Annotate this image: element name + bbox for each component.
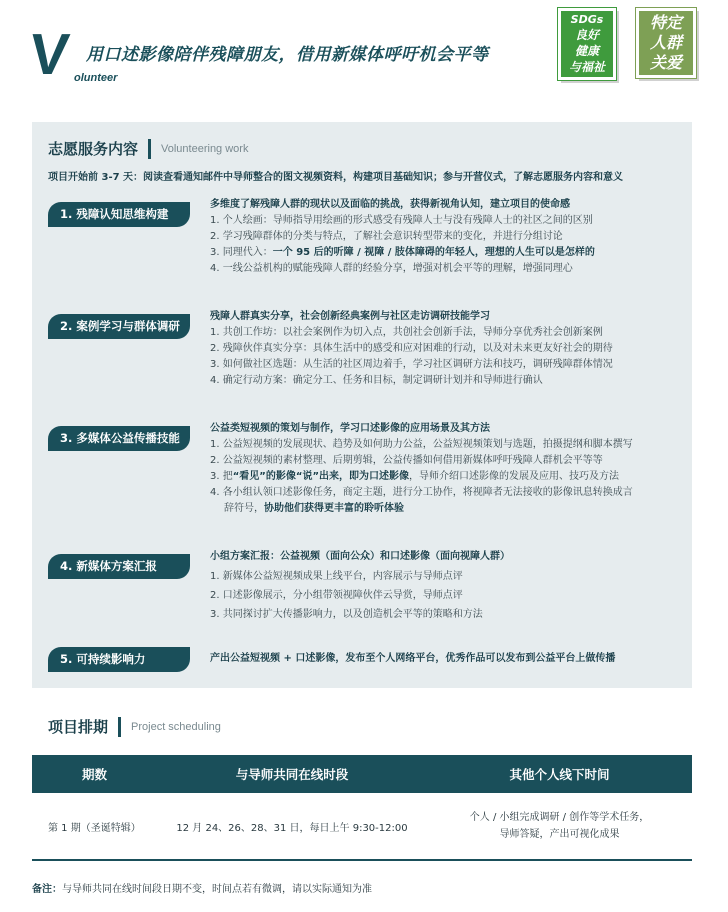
heading-divider — [148, 139, 151, 159]
table-row — [32, 793, 692, 861]
module-line: 4. 一线公益机构的赋能残障人群的经验分享，增强对机会平等的理解，增强同理心 — [210, 263, 573, 274]
online-time-cell: 12 月 24、26、28、31 日，每日上午 9:30-12:00 — [176, 822, 408, 834]
module-line — [210, 469, 690, 485]
module-heading: 公益类短视频的策划与制作，学习口述影像的应用场景及其方法 — [210, 423, 490, 434]
module-line-suffix: ，导师介绍口述影像的发展及应用、技巧及方法 — [409, 471, 620, 482]
header — [0, 0, 728, 110]
module-label: 4. 新媒体方案汇报 — [48, 554, 190, 579]
volunteer-logo-letter: V — [26, 22, 73, 87]
module-line: 4. 各小组认领口述影像任务，商定主题，进行分工协作，将视障者无法接收的影像讯息转换成言 — [210, 487, 633, 498]
sdg-badge-line: 健康 — [574, 44, 599, 58]
module-line: 1. 共创工作坊：以社会案例作为切入点，共创社会创新手法，导师分享优秀社会创新案例 — [210, 327, 603, 338]
schedule-table — [32, 755, 692, 861]
footnote — [32, 880, 372, 895]
module-line: 2. 学习残障群体的分类与特点，了解社会意识转型带来的变化，并进行分组讨论 — [210, 231, 563, 242]
module-line-emphasis: 协助他们获得更丰富的聆听体验 — [264, 503, 404, 514]
module-line: 3. 如何做社区选题：从生活的社区周边着手，学习社区调研方法和技巧，调研残障群体情况 — [210, 359, 613, 370]
column-header: 与导师共同在线时段 — [235, 767, 349, 782]
module-label: 1. 残障认知思维构建 — [48, 202, 190, 227]
volunteer-logo-word: olunteer — [74, 72, 118, 84]
offline-line: 导师答疑，产出可视化成果 — [499, 829, 620, 840]
care-badge-line: 人群 — [649, 33, 682, 52]
column-header: 期数 — [81, 767, 107, 782]
module-line: 1. 公益短视频的发展现状、趋势及如何助力公益，公益短视频策划与选题，拍摄提纲和脚本撰写 — [210, 439, 633, 450]
schedule-subtitle: Project scheduling — [131, 720, 221, 733]
module-line: 3. 共同探讨扩大传播影响力，以及创造机会平等的策略和方法 — [210, 609, 483, 620]
module-line-emphasis: “看见”的影像“说”出来，即为口述影像 — [232, 471, 410, 482]
module-line: 1. 个人绘画：导师指导用绘画的形式感受有残障人士与没有残障人士的社区之间的区别 — [210, 215, 593, 226]
service-intro: 项目开始前 3-7 天：阅读查看通知邮件中导师整合的图文视频资料，构建项目基础知识；参与开营仪式，了解志愿服务内容和意义 — [48, 172, 624, 183]
module-line — [210, 245, 690, 261]
module-heading: 残障人群真实分享，社会创新经典案例与社区走访调研技能学习 — [210, 311, 490, 322]
care-badge-line: 特定 — [649, 13, 682, 32]
sdg-badge — [558, 8, 616, 80]
column-header: 其他个人线下时间 — [509, 767, 610, 782]
service-subtitle: Volunteering work — [161, 142, 249, 155]
sdg-badge-line: SDGs — [570, 13, 604, 26]
care-badge-line: 关爱 — [649, 53, 682, 72]
module-line: 2. 公益短视频的素材整理、后期剪辑，公益传播如何借用新媒体呼吁残障人群机会平等等 — [210, 455, 603, 466]
module-line-prefix: 3. 同理代入： — [210, 247, 273, 258]
footnote-label: 备注： — [32, 884, 62, 895]
module-line: 2. 口述影像展示，分小组带领视障伙伴云导赏，导师点评 — [210, 590, 463, 601]
page-title: 用口述影像陪伴残障朋友，借用新媒体呼吁机会平等 — [86, 45, 489, 65]
module-body — [210, 651, 690, 667]
special-care-badge — [636, 8, 696, 78]
module-label: 2. 案例学习与群体调研 — [48, 314, 190, 339]
schedule-section-heading — [48, 716, 221, 737]
module-line: 1. 新媒体公益短视频成果上线平台，内容展示与导师点评 — [210, 571, 463, 582]
offline-time-cell — [427, 809, 692, 843]
module-line: 4. 确定行动方案：确定分工、任务和目标，制定调研计划并和导师进行确认 — [210, 375, 543, 386]
module-body — [210, 549, 690, 624]
schedule-title: 项目排期 — [48, 718, 109, 736]
sdg-badge-line: 与福祉 — [568, 60, 605, 74]
module-line — [210, 501, 690, 517]
module-body — [210, 421, 690, 517]
heading-divider — [118, 717, 121, 737]
module-heading: 多维度了解残障人群的现状以及面临的挑战，获得新视角认知，建立项目的使命感 — [210, 199, 570, 210]
module-body — [210, 197, 690, 277]
module-line-prefix: 3. 把 — [210, 471, 233, 482]
table-header-row — [32, 755, 692, 793]
module-heading: 小组方案汇报：公益视频（面向公众）和口述影像（面向视障人群） — [210, 551, 510, 562]
module-heading: 产出公益短视频 + 口述影像，发布至个人网络平台，优秀作品可以发布到公益平台上做传播 — [210, 653, 616, 664]
offline-line: 个人 / 小组完成调研 / 创作等学术任务， — [469, 812, 650, 823]
service-section-heading — [48, 138, 248, 159]
period-cell: 第 1 期（圣诞特辑） — [48, 822, 141, 834]
module-line-prefix: 辞符号， — [224, 503, 264, 514]
module-label: 5. 可持续影响力 — [48, 647, 190, 672]
module-body — [210, 309, 690, 389]
service-title: 志愿服务内容 — [48, 140, 139, 158]
service-panel — [32, 122, 692, 688]
module-line-emphasis: 一个 95 后的听障 / 视障 / 肢体障碍的年轻人，理想的人生可以是怎样的 — [272, 247, 595, 258]
module-label: 3. 多媒体公益传播技能 — [48, 426, 190, 451]
footnote-text: 与导师共同在线时间段日期不变，时间点若有微调，请以实际通知为准 — [62, 884, 372, 895]
sdg-badge-line: 良好 — [574, 28, 599, 42]
module-line: 2. 残障伙伴真实分享：具体生活中的感受和应对困难的行动，以及对未来更友好社会的期待 — [210, 343, 613, 354]
